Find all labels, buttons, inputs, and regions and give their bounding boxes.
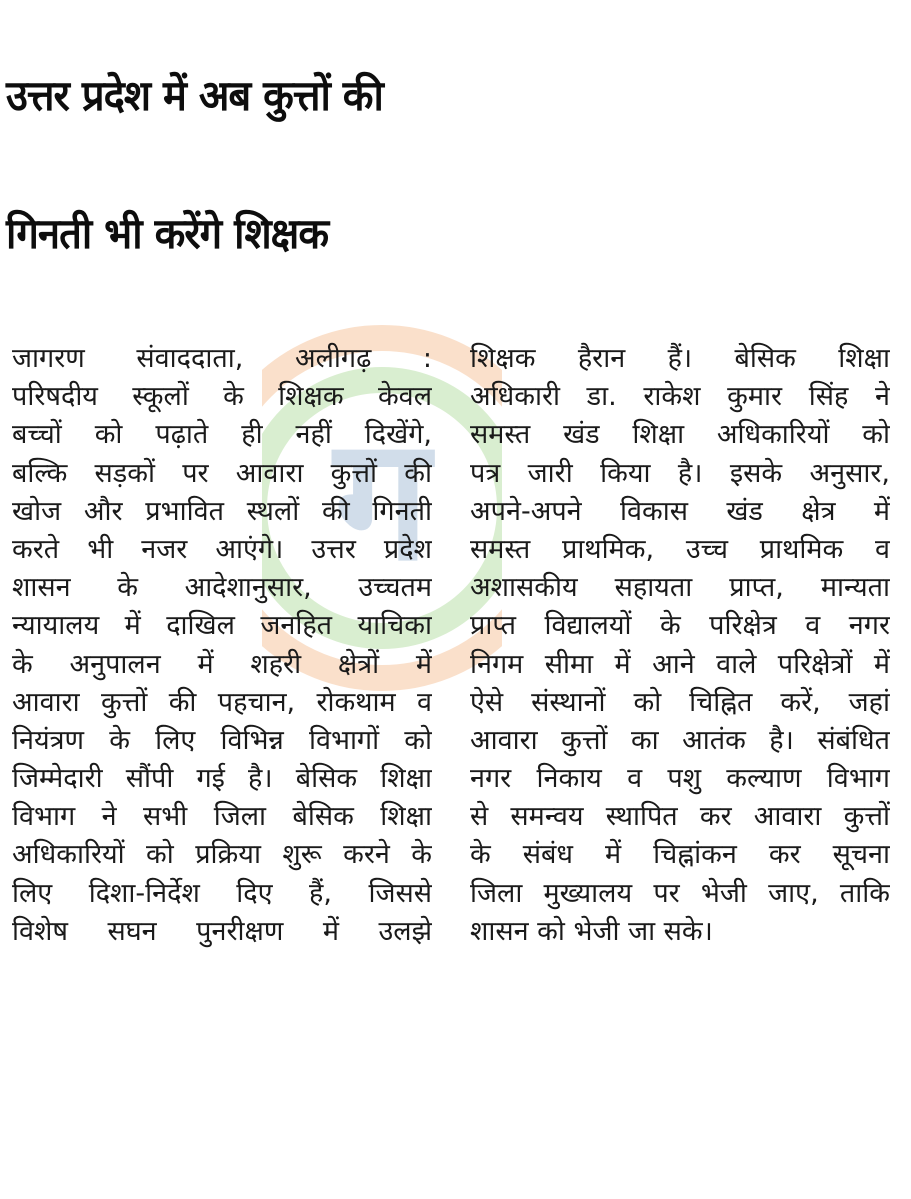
article-line: बल्कि सड़कों पर आवारा कुत्तों की xyxy=(12,457,432,489)
article-line: लिए दिशा-निर्देश दिए हैं, जिससे xyxy=(12,877,432,909)
watermark-letter: ग xyxy=(334,401,430,599)
article-line: अधिकारी डा. राकेश कुमार सिंह ने xyxy=(470,381,890,413)
article-line: जिम्मेदारी सौंपी गई है। बेसिक शिक्षा xyxy=(12,763,432,795)
article-line: आवारा कुत्तों की पहचान, रोकथाम व xyxy=(12,686,432,718)
article-line: जिला मुख्यालय पर भेजी जाए, ताकि xyxy=(470,877,890,909)
article-line: न्यायालय में दाखिल जनहित याचिका xyxy=(12,610,432,642)
article-line: समस्त प्राथमिक, उच्च प्राथमिक व xyxy=(470,533,890,565)
article-column-left xyxy=(12,340,432,951)
article-line: से समन्वय स्थापित कर आवारा कुत्तों xyxy=(470,801,890,833)
article-line: निगम सीमा में आने वाले परिक्षेत्रों में xyxy=(470,648,890,680)
article-line: परिषदीय स्कूलों के शिक्षक केवल xyxy=(12,381,432,413)
article-line: पत्र जारी किया है। इसके अनुसार, xyxy=(470,457,890,489)
article-line: विशेष सघन पुनरीक्षण में उलझे xyxy=(12,915,432,947)
article-line: समस्त खंड शिक्षा अधिकारियों को xyxy=(470,419,890,451)
article-line: प्राप्त विद्यालयों के परिक्षेत्र व नगर xyxy=(470,610,890,642)
article-line: अधिकारियों को प्रक्रिया शुरू करने के xyxy=(12,839,432,871)
headline-line-1: उत्तर प्रदेश में अब कुत्तों की xyxy=(6,72,383,121)
headline xyxy=(6,24,906,300)
article-line: ऐसे संस्थानों को चिह्नित करें, जहां xyxy=(470,686,890,718)
article-line: शासन को भेजी जा सके। xyxy=(470,915,713,947)
article-line: अशासकीय सहायता प्राप्त, मान्यता xyxy=(470,572,890,604)
article-column-right xyxy=(470,340,890,951)
article-line: शिक्षक हैरान हैं। बेसिक शिक्षा xyxy=(470,343,890,374)
article-line: जागरण संवाददाता, अलीगढ़ : xyxy=(12,343,432,374)
article-line: के संबंध में चिह्नांकन कर सूचना xyxy=(470,839,890,871)
article-line: खोज और प्रभावित स्थलों की गिनती xyxy=(12,495,432,527)
article-line: शासन के आदेशानुसार, उच्चतम xyxy=(12,572,432,604)
article-line: आवारा कुत्तों का आतंक है। संबंधित xyxy=(470,724,890,756)
article-line: करते भी नजर आएंगे। उत्तर प्रदेश xyxy=(12,533,432,565)
article-line: बच्चों को पढ़ाते ही नहीं दिखेंगे, xyxy=(12,419,432,451)
article-line: विभाग ने सभी जिला बेसिक शिक्षा xyxy=(12,801,432,833)
article-line: नगर निकाय व पशु कल्याण विभाग xyxy=(470,763,890,795)
article-line: नियंत्रण के लिए विभिन्न विभागों को xyxy=(12,724,432,756)
article-line: के अनुपालन में शहरी क्षेत्रों में xyxy=(12,648,432,680)
headline-line-2: गिनती भी करेंगे शिक्षक xyxy=(6,210,329,259)
article-line: अपने-अपने विकास खंड क्षेत्र में xyxy=(470,495,890,527)
